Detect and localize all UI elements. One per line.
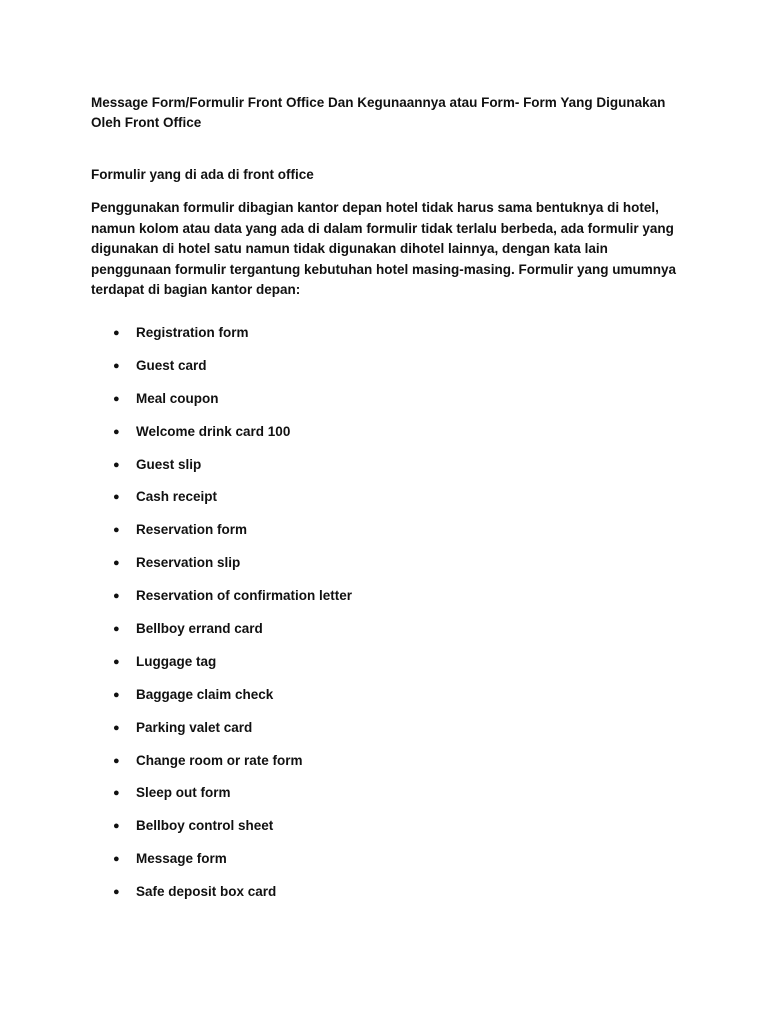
list-item-label: Reservation of confirmation letter [136, 588, 353, 604]
list-item-label: Parking valet card [136, 719, 253, 735]
list-item-label: Guest slip [136, 456, 202, 472]
list-item-label: Meal coupon [136, 390, 219, 406]
list-item-label: Guest card [136, 357, 207, 373]
bullet-icon: ● [113, 688, 120, 701]
bullet-icon: ● [113, 458, 120, 471]
bullet-icon: ● [113, 721, 120, 734]
list-item-label: Welcome drink card 100 [136, 423, 291, 439]
bullet-icon: ● [113, 359, 120, 372]
bullet-icon: ● [113, 557, 120, 570]
bullet-icon: ● [113, 655, 120, 668]
intro-paragraph: Penggunakan formulir dibagian kantor depan hotel tidak harus sama bentuknya di hotel, namun kolom atau data yang ada di dalam formulir tidak terlalu berbeda, ada formulir yang digunakan di hotel satu namun tidak digunakan dihotel lainnya, dengan kata lain penggunaan formulir tergantung kebutuhan hotel masing-masing. Formulir yang umumnya terdapat di bagian kantor depan: [91, 200, 677, 297]
bullet-icon: ● [113, 853, 120, 866]
bullet-icon: ● [113, 327, 120, 339]
bullet-icon: ● [113, 491, 120, 504]
bullet-icon: ● [113, 524, 120, 537]
list-item-label: Sleep out form [136, 785, 231, 801]
list-item-label: Baggage claim check [136, 686, 274, 702]
bullet-icon: ● [113, 425, 120, 438]
list-item-label: Reservation form [136, 522, 248, 538]
document-title: Message Form/Formulir Front Office Dan Kegunaannya atau Form- Form Yang Digunakan Oleh Front Office [91, 95, 666, 130]
bullet-icon: ● [113, 820, 120, 833]
list-item-label: Bellboy control sheet [136, 818, 274, 834]
list-item-label: Change room or rate form [136, 752, 303, 768]
bullet-icon: ● [113, 754, 120, 767]
bullet-icon: ● [113, 590, 120, 603]
list-item-label: Message form [136, 851, 227, 867]
bullet-icon: ● [113, 392, 120, 405]
section-heading: Formulir yang di ada di front office [91, 167, 314, 182]
list-item-label: Luggage tag [136, 653, 217, 669]
bullet-icon: ● [113, 787, 120, 800]
bullet-icon: ● [113, 886, 120, 899]
list-item-label: Bellboy errand card [136, 621, 263, 637]
list-item-label: Safe deposit box card [136, 884, 277, 900]
bullet-icon: ● [113, 623, 120, 636]
list-item-label: Cash receipt [136, 489, 218, 505]
list-item-label: Registration form [136, 325, 249, 340]
list-item-label: Reservation slip [136, 555, 241, 571]
